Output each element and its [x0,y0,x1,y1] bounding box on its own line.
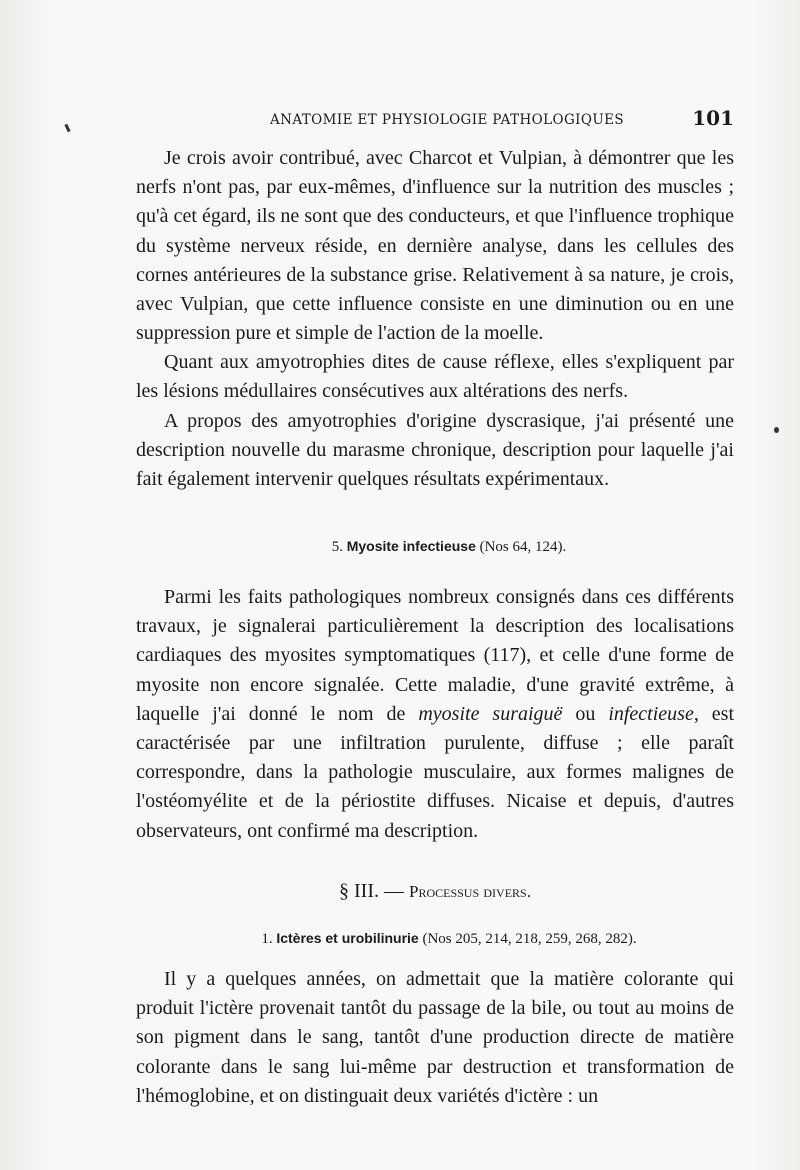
section-heading [136,880,734,903]
paragraph-trophic-influence: Je crois avoir contribué, avec Charcot et Vulpian, à démontrer que les nerfs n'ont pas, par eux-mêmes, d'influence sur la nutrition des muscles ; qu'à cet égard, ils ne sont que des conducteurs, et que l'influence trophique du système nerveux réside, en dernière analyse, dans les cellules des cornes antérieures de la substance grise. Relativement à sa nature, je crois, avec Vulpian, que cette influence consiste en une diminution ou en une suppression pure et simple de l'action de la moelle. [136,147,734,345]
paragraph-myositis-text-1: Parmi les faits pathologiques nombreux consignés dans ces différents travaux, je signalerai particulièrement la description des localisations cardiaques des myosites symptomatiques (117), et celle d'une forme de myosite non encore signalée. Cette maladie, d'une gravité extrême, à laquelle j'ai donné le nom de [136,586,734,725]
subheading-title: Ictères et urobilinurie [276,930,419,946]
section-title: Processus divers. [409,882,531,901]
subheading-number: 5. [331,539,343,555]
margin-dot-mark [774,427,779,433]
subheading-icteres [150,930,748,948]
subheading-myosite-infectieuse [150,538,748,556]
term-infectieuse: infectieuse [608,702,694,725]
margin-pencil-mark [64,124,70,133]
running-title: ANATOMIE ET PHYSIOLOGIE PATHOLOGIQUES [270,112,625,128]
paragraph-myositis-text-2: ou [562,702,609,725]
paragraph-icterus: Il y a quelques années, on admettait que la matière colorante qui produit l'ictère provenait tantôt du passage de la bile, ou tout au moins de son pigment dans le sang, tantôt d'une production directe de matière colorante dans le sang lui-même par destruction et transformation de l'hémoglobine, et on distinguait deux variétés d'ictère : un [136,968,734,1107]
paragraph-dyscrasic-amyotrophies: A propos des amyotrophies d'origine dyscrasique, j'ai présenté une description nouvelle du marasme chronique, description pour laquelle j'ai fait également intervenir quelques résultats expérimentaux. [136,410,734,491]
subheading-refs: (Nos 205, 214, 218, 259, 268, 282). [422,931,637,947]
paragraph-myositis-text-3: , est caractérisée par une infiltration purulente, diffuse ; elle paraît correspondre, dans la pathologie musculaire, aux formes malignes de l'ostéomyélite et de la périostite diffuses. Nicaise et depuis, d'autres observateurs, ont confirmé ma description. [136,702,735,842]
section-dash: — [384,880,404,902]
term-myosite-suraigue: myosite suraiguë [418,702,563,725]
paragraph-myositis [136,583,734,846]
paragraph-reflex-amyotrophies: Quant aux amyotrophies dites de cause réflexe, elles s'expliquent par les lésions médullaires consécutives aux altérations des nerfs. [136,351,734,403]
page-number: 101 [692,106,734,130]
subheading-title: Myosite infectieuse [346,538,476,554]
subheading-refs: (Nos 64, 124). [479,539,567,555]
section-mark: § III. [339,880,379,902]
subheading-number: 1. [261,931,273,947]
running-head [138,106,738,134]
